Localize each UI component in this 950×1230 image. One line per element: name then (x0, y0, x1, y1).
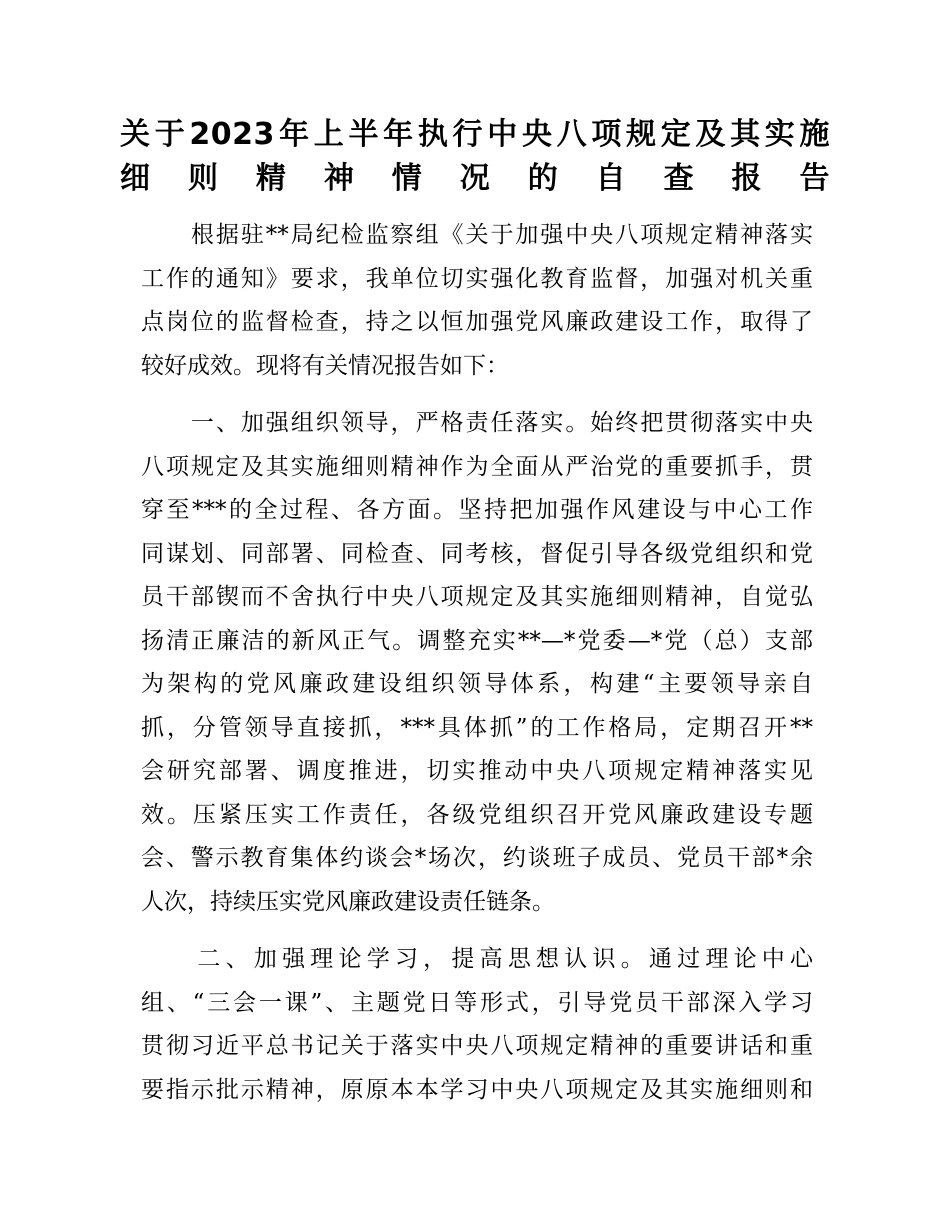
text-line: 八项规定及其实施细则精神作为全面从严治党的重要抓手，贯 (141, 453, 813, 480)
document-body (141, 214, 813, 1112)
paragraph-section-2 (141, 938, 813, 1112)
text-line: 同谋划、同部署、同检查、同考核，督促引导各级党组织和党 (141, 540, 813, 567)
text-line: 人次，持续压实党风廉政建设责任链条。 (141, 888, 555, 915)
text-line: 要指示批示精神，原原本本学习中央八项规定及其实施细则和 (141, 1076, 813, 1103)
text-line: 点岗位的监督检查，持之以恒加强党风廉政建设工作，取得了 (141, 309, 813, 335)
document-title (120, 112, 830, 199)
text-line: 扬清正廉洁的新风正气。调整充实**—*党委—*党（总）支部 (141, 627, 813, 654)
text-line: 根据驻**局纪检监察组《关于加强中央八项规定精神落实 (141, 222, 813, 248)
text-line: 会研究部署、调度推进，切实推动中央八项规定精神落实见 (141, 758, 813, 784)
title-line: 关于2023年上半年执行中央八项规定及其实施 (120, 117, 830, 152)
text-line: 一、加强组织领导，严格责任落实。始终把贯彻落实中央 (141, 410, 813, 436)
paragraph-gap (141, 388, 813, 402)
text-line: 工作的通知》要求，我单位切实强化教育监督，加强对机关重 (141, 265, 813, 292)
text-line: 抓，分管领导直接抓，***具体抓”的工作格局，定期召开** (141, 714, 813, 741)
text-line: 较好成效。现将有关情况报告如下： (141, 352, 509, 379)
text-line: 贯彻习近平总书记关于落实中央八项规定精神的重要讲话和重 (141, 1033, 813, 1059)
text-line: 员干部锲而不舍执行中央八项规定及其实施细则精神，自觉弘 (141, 584, 813, 610)
text-line: 效。压紧压实工作责任，各级党组织召开党风廉政建设专题 (141, 801, 813, 828)
text-line: 组、“三会一课”、主题党日等形式，引导党员干部深入学习 (141, 989, 813, 1016)
paragraph-section-1 (141, 402, 813, 924)
title-line: 细则精神情况的自查报告 (120, 160, 830, 196)
text-line: 为架构的党风廉政建设组织领导体系，构建“主要领导亲自 (141, 671, 813, 697)
text-line: 会、警示教育集体约谈会*场次，约谈班子成员、党员干部*余 (141, 845, 813, 871)
text-line: 穿至***的全过程、各方面。坚持把加强作风建设与中心工作 (141, 497, 813, 523)
paragraph-gap (141, 924, 813, 938)
paragraph-intro (141, 214, 813, 388)
text-line: 二、加强理论学习，提高思想认识。通过理论中心 (141, 946, 813, 972)
